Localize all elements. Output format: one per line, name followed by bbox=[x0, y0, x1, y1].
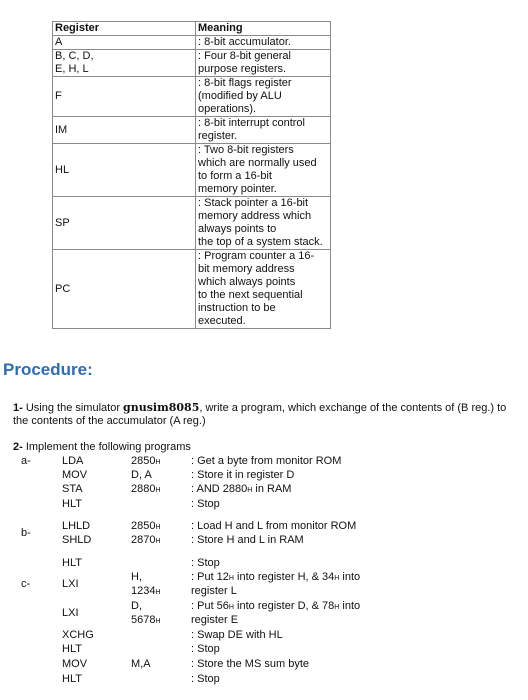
comment: : Swap DE with HL bbox=[191, 629, 283, 641]
table-row bbox=[53, 117, 331, 144]
meaning-cell: : 8-bit flags register (modified by ALU operations). bbox=[196, 77, 331, 117]
operand: D, A bbox=[131, 469, 152, 481]
register-cell: B, C, D, E, H, L bbox=[53, 50, 196, 77]
table-row bbox=[53, 197, 331, 250]
register-cell: SP bbox=[53, 197, 196, 250]
comment: : Put 12H into register H, & 34H into bbox=[191, 571, 361, 583]
operand: 5678H bbox=[131, 614, 161, 626]
operand: H, bbox=[131, 571, 142, 583]
comment: : Stop bbox=[191, 498, 220, 510]
step-2-number: 2- bbox=[13, 441, 23, 453]
mnemonic: LXI bbox=[62, 607, 79, 619]
comment: : Store the MS sum byte bbox=[191, 658, 309, 670]
header-register: Register bbox=[53, 22, 196, 36]
register-cell: A bbox=[53, 36, 196, 50]
mnemonic: HLT bbox=[62, 498, 82, 510]
register-cell: PC bbox=[53, 250, 196, 329]
meaning-cell: : Four 8-bit general purpose registers. bbox=[196, 50, 331, 77]
comment: : Store it in register D bbox=[191, 469, 295, 481]
register-cell: F bbox=[53, 77, 196, 117]
comment: register L bbox=[191, 585, 237, 597]
operand: 2880H bbox=[131, 483, 161, 495]
meaning-cell: : 8-bit interrupt control register. bbox=[196, 117, 331, 144]
table-row bbox=[53, 36, 331, 50]
operand: 2850H bbox=[131, 520, 161, 532]
operand: 1234H bbox=[131, 585, 161, 597]
step-1-after: , write a program, which exchange of the contents of (B reg.) to the contents of the accumulator (A reg.) bbox=[13, 402, 507, 427]
comment: : Put 56H into register D, & 78H into bbox=[191, 600, 361, 612]
header-meaning: Meaning bbox=[196, 22, 331, 36]
program-label: b- bbox=[21, 527, 31, 539]
step-1-number: 1- bbox=[13, 402, 23, 414]
step-2-text bbox=[13, 441, 191, 453]
mnemonic: XCHG bbox=[62, 629, 94, 641]
register-cell: IM bbox=[53, 117, 196, 144]
comment: : Stop bbox=[191, 673, 220, 685]
mnemonic: MOV bbox=[62, 658, 88, 670]
mnemonic: SHLD bbox=[62, 534, 92, 546]
mnemonic: LXI bbox=[62, 578, 79, 590]
table-header-row bbox=[53, 22, 331, 36]
comment: : AND 2880H in RAM bbox=[191, 483, 292, 495]
operand: M,A bbox=[131, 658, 151, 670]
operand: 2850H bbox=[131, 455, 161, 467]
comment: : Stop bbox=[191, 643, 220, 655]
mnemonic: STA bbox=[62, 483, 83, 495]
comment: : Store H and L in RAM bbox=[191, 534, 304, 546]
mnemonic: LHLD bbox=[62, 520, 91, 532]
meaning-cell: : Program counter a 16- bit memory address which always points to the next sequential instruction to be executed. bbox=[196, 250, 331, 329]
simulator-name: gnusim8085 bbox=[123, 401, 200, 414]
table-row bbox=[53, 144, 331, 197]
meaning-cell: : 8-bit accumulator. bbox=[196, 36, 331, 50]
comment: : Stop bbox=[191, 557, 220, 569]
table-row bbox=[53, 77, 331, 117]
comment: : Load H and L from monitor ROM bbox=[191, 520, 357, 532]
step-1-text bbox=[13, 401, 521, 428]
procedure-heading: Procedure: bbox=[3, 360, 93, 379]
meaning-cell: : Two 8-bit registers which are normally used to form a 16-bit memory pointer. bbox=[196, 144, 331, 197]
table-row bbox=[53, 50, 331, 77]
mnemonic: HLT bbox=[62, 673, 82, 685]
mnemonic: HLT bbox=[62, 557, 82, 569]
mnemonic: MOV bbox=[62, 469, 88, 481]
program-label: c- bbox=[21, 578, 31, 590]
program-label: a- bbox=[21, 455, 31, 467]
comment: register E bbox=[191, 614, 239, 626]
register-cell: HL bbox=[53, 144, 196, 197]
register-table bbox=[52, 21, 331, 329]
step-2-body: Implement the following programs bbox=[22, 441, 191, 453]
comment: : Get a byte from monitor ROM bbox=[191, 455, 342, 467]
operand: 2870H bbox=[131, 534, 161, 546]
table-row bbox=[53, 250, 331, 329]
mnemonic: LDA bbox=[62, 455, 84, 467]
mnemonic: HLT bbox=[62, 643, 82, 655]
meaning-cell: : Stack pointer a 16-bit memory address which always points to the top of a system stack. bbox=[196, 197, 331, 250]
step-1-before: Using the simulator bbox=[22, 402, 124, 414]
operand: D, bbox=[131, 600, 142, 612]
